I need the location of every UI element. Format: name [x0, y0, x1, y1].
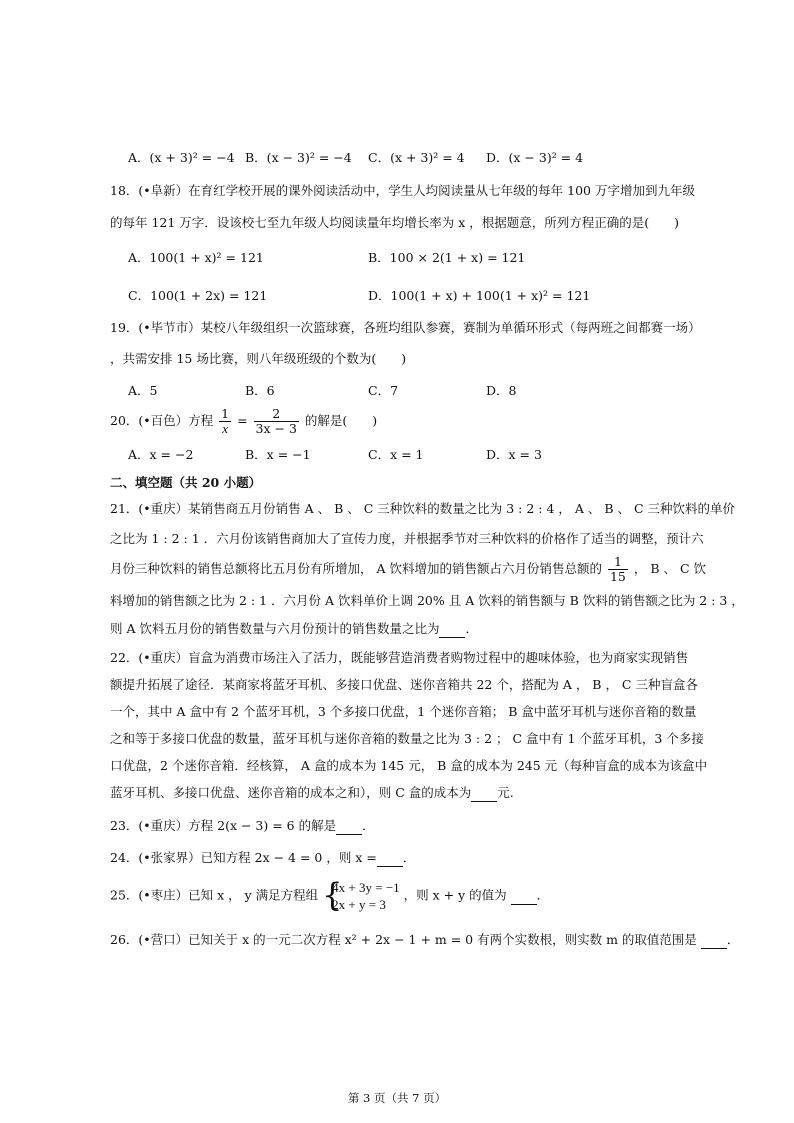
q17-option-a: A．(x + 3)² = −4 — [128, 150, 235, 165]
q22-line-6 — [110, 785, 514, 802]
q21-line-5-end: ． — [465, 621, 478, 636]
q25-end: ． — [536, 887, 550, 903]
q21-fraction — [608, 555, 628, 584]
q21-line-1: 21．(•重庆）某销售商五月份销售 A 、 B 、 C 三种饮料的数量之比为 3 : 2 : 4 ， A 、 B 、 C 三种饮料的单价 — [110, 501, 736, 516]
q22-answer-blank — [471, 785, 497, 802]
q25-line — [110, 876, 550, 914]
q20-fraction-1-denominator: x — [222, 421, 228, 436]
q21-fraction-denominator: 15 — [609, 569, 626, 584]
q24-end: ． — [402, 850, 416, 865]
q23-answer-blank — [336, 818, 362, 835]
q19-option-c: C．7 — [368, 383, 399, 398]
q25-equation-system — [322, 876, 400, 914]
q19-line-1: 19．(•毕节市）某校八年级组织一次篮球赛，各班均组队参赛，赛制为单循环形式（每两班之间都赛一场） — [110, 320, 701, 335]
q22-line-6-end: 元. — [497, 785, 514, 800]
q20-prefix: 20．(•百色）方程 — [110, 413, 214, 428]
q25-equation-2: 2x + y = 3 — [332, 897, 386, 912]
q18-line-1: 18．(•阜新）在育红学校开展的课外阅读活动中，学生人均阅读量从七年级的每年 100 万字增加到九年级 — [110, 183, 695, 198]
q19-option-d: D．8 — [486, 383, 517, 398]
q26-answer-blank — [701, 932, 727, 949]
q22-line-4: 之和等于多接口优盘的数量，蓝牙耳机与迷你音箱的数量之比为 3 : 2 ； C 盒中有 1 个蓝牙耳机，3 个多接 — [110, 731, 704, 746]
q17-option-c: C．(x + 3)² = 4 — [368, 150, 465, 165]
q24-text: 24．(•张家界）已知方程 2x − 4 = 0 ，则 x = — [110, 850, 377, 865]
q20-fraction-2 — [254, 407, 299, 436]
q26-text: 26．(•营口）已知关于 x 的一元二次方程 x² + 2x − 1 + m = 0 有两个实数根，则实数 m 的取值范围是 — [110, 932, 697, 947]
q21-line-3-end: ， B 、 C 饮 — [633, 561, 707, 576]
q21-line-5 — [110, 621, 478, 638]
q23-end: ． — [362, 818, 375, 833]
q18-option-a: A．100(1 + x)² = 121 — [128, 250, 264, 265]
q22-line-6-text: 蓝牙耳机、多接口优盘、迷你音箱的成本之和），则 C 盒的成本为 — [110, 785, 472, 800]
q25-answer-blank — [511, 888, 537, 905]
q19-line-2: ，共需安排 15 场比赛，则八年级班级的个数为( ) — [110, 351, 407, 366]
q20-option-d: D．x = 3 — [486, 447, 542, 462]
q17-option-b: B．(x − 3)² = −4 — [245, 150, 352, 165]
q26-line — [110, 932, 739, 949]
section-heading-fill-in: 二、填空题（共 20 小题） — [110, 475, 262, 490]
q22-line-3: 一个，其中 A 盒中有 2 个蓝牙耳机，3 个多接口优盘，1 个迷你音箱； B 盒中蓝牙耳机与迷你音箱的数量 — [110, 704, 697, 719]
q20-fraction-1-numerator: 1 — [221, 406, 230, 421]
q21-line-4: 料增加的销售额之比为 2 : 1 ．六月份 A 饮料单价上调 20% 且 A 饮料的销售额与 B 饮料的销售额之比为 2 : 3 ， — [110, 593, 744, 608]
brace-icon: { — [322, 876, 343, 914]
q20-option-a: A．x = −2 — [128, 447, 194, 462]
q20-option-c: C．x = 1 — [368, 447, 424, 462]
q17-option-d: D．(x − 3)² = 4 — [486, 150, 584, 165]
q25-equation-1: 4x + 3y = −1 — [332, 880, 400, 895]
q21-line-2: 之比为 1 : 2 : 1 ．六月份该销售商加大了宣传力度，并根据季节对三种饮料的价格作了适当的调整，预计六 — [110, 531, 704, 546]
q18-line-2: 的每年 121 万字．设该校七至九年级人均阅读量年均增长率为 x ，根据题意，所列方程正确的是( ) — [110, 215, 680, 230]
q21-line-5-text: 则 A 饮料五月份的销售数量与六月份预计的销售数量之比为 — [110, 621, 440, 636]
q20-line — [110, 407, 377, 436]
q26-end: ． — [726, 932, 740, 947]
q21-line-3-text: 月份三种饮料的销售总额将比五月份有所增加， A 饮料增加的销售额占六月份销售总额的 — [110, 561, 602, 576]
page-footer: 第 3 页（共 7 页） — [347, 1091, 447, 1105]
q18-option-b: B．100 × 2(1 + x) = 121 — [368, 250, 526, 265]
q20-fraction-1 — [219, 407, 231, 436]
q18-option-c: C．100(1 + 2x) = 121 — [128, 288, 268, 303]
q20-option-b: B．x = −1 — [245, 447, 311, 462]
q22-line-1: 22．(•重庆）盲盒为消费市场注入了活力，既能够营造消费者购物过程中的趣味体验，也为商家实现销售 — [110, 650, 689, 665]
q22-line-2: 额提升拓展了途径．某商家将蓝牙耳机、多接口优盘、迷你音箱共 22 个，搭配为 A ， B ， C 三种盲盒各 — [110, 677, 698, 692]
q20-equals: = — [237, 413, 248, 428]
q22-line-5: 口优盘，2 个迷你音箱．经核算， A 盒的成本为 145 元， B 盒的成本为 245 元（每种盲盒的成本为该盒中 — [110, 758, 708, 773]
q20-suffix: 的解是( ) — [304, 413, 378, 428]
q23-line — [110, 818, 375, 835]
q24-line — [110, 850, 415, 867]
q18-option-d: D．100(1 + x) + 100(1 + x)² = 121 — [368, 288, 591, 303]
q24-answer-blank — [377, 850, 403, 867]
q19-option-a: A．5 — [128, 383, 158, 398]
q20-fraction-2-denominator: 3x − 3 — [255, 421, 297, 436]
q23-text: 23．(•重庆）方程 2(x − 3) = 6 的解是 — [110, 818, 337, 833]
q25-prefix: 25．(•枣庄）已知 x ， y 满足方程组 — [110, 887, 319, 903]
q19-option-b: B．6 — [245, 383, 275, 398]
q21-line-3 — [110, 555, 706, 584]
q21-answer-blank — [439, 621, 465, 638]
q21-fraction-numerator: 1 — [608, 555, 628, 570]
q20-fraction-2-numerator: 2 — [254, 407, 299, 422]
q25-suffix: ，则 x + y 的值为 — [403, 887, 507, 903]
